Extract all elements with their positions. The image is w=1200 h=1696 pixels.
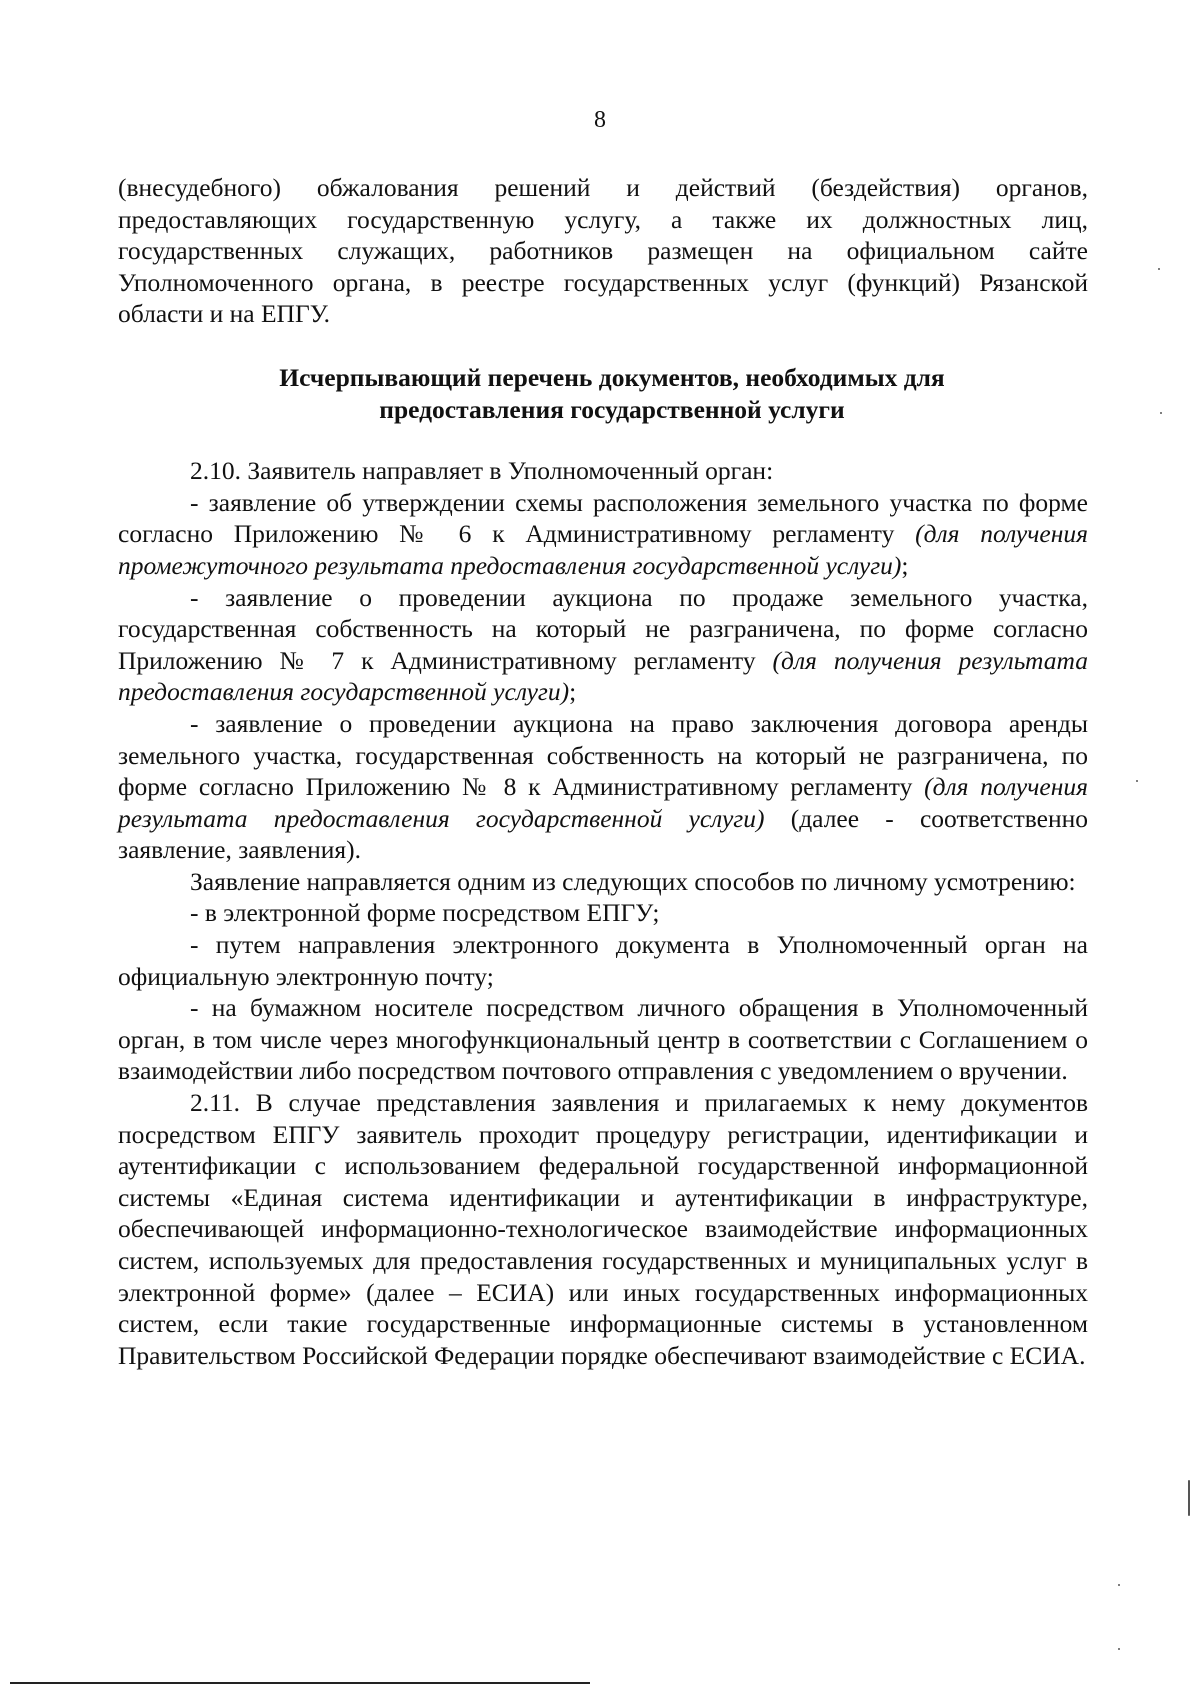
list-item-italic-note: (для получения результата предоставления государственной услуги) — [118, 645, 1088, 707]
section-heading — [118, 362, 1088, 425]
scan-speck — [1136, 780, 1138, 782]
scan-mark — [1188, 1480, 1190, 1516]
list-item-text: - заявление об утверждении схемы расположения земельного участка по форме согласно Приложению № 6 к Административному регламенту — [118, 487, 1088, 549]
list-item-italic-note: (для получения результата предоставления государственной услуги) — [118, 772, 1088, 833]
paragraph-2-10: 2.10. Заявитель направляет в Уполномоченный орган: — [190, 456, 774, 486]
list-item-application-scheme — [118, 487, 1088, 582]
document-body — [118, 172, 1088, 1371]
list-item-method-epgu: - в электронной форме посредством ЕПГУ; — [190, 898, 660, 928]
list-item-method-paper: - на бумажном носителе посредством личного обращения в Уполномоченный орган, в том числе через многофункциональный центр в соответствии с Соглашением о взаимодействии либо посредством почтового отправления с уведомлением о вручении. — [118, 993, 1088, 1086]
paragraph-appeal-info: (внесудебного) обжалования решений и действий (бездействия) органов, предоставляющих государственную услугу, а также их должностных лиц, государственных служащих, работников размещен на официальном сайте Уполномоченного органа, в реестре государственных услуг (функций) Рязанской области и на ЕПГУ. — [118, 173, 1088, 329]
scan-speck — [1118, 1648, 1120, 1650]
list-item-end: ; — [901, 550, 909, 580]
list-item-application-auction-sale — [118, 582, 1088, 708]
footer-rule — [10, 1682, 590, 1684]
list-item-application-auction-lease — [118, 708, 1088, 866]
list-item-italic-note: (для получения промежуточного результата предоставления государственной услуги) — [118, 519, 1088, 580]
list-item-text: - заявление о проведении аукциона по продаже земельного участка, государственная собственность на который не разграничена, по форме согласно Приложению № 7 к Административному регламенту — [118, 582, 1088, 675]
scan-speck — [1118, 1584, 1120, 1586]
section-heading-line-2: предоставления государственной услуги — [379, 394, 845, 424]
scan-speck — [1160, 412, 1162, 414]
paragraph-submission-methods: Заявление направляется одним из следующих способов по личному усмотрению: — [190, 866, 1076, 896]
list-item-text: - заявление о проведении аукциона на право заключения договора аренды земельного участка, государственная собственность на который не разграничена, по форме согласно Приложению № 8 к Административному регламенту — [118, 708, 1088, 802]
list-item-end: ; — [569, 677, 577, 707]
page-number: 8 — [594, 107, 606, 133]
section-heading-line-1: Исчерпывающий перечень документов, необходимых для — [279, 362, 945, 392]
scan-speck — [1158, 268, 1160, 270]
list-item-method-email: - путем направления электронного документа в Уполномоченный орган на официальную электронную почту; — [118, 930, 1088, 991]
paragraph-2-11: 2.11. В случае представления заявления и прилагаемых к нему документов посредством ЕПГУ заявитель проходит процедуру регистрации, идентификации и аутентификации с использованием федеральной государственной информационной системы «Единая система идентификации и аутентификации в инфраструктуре, обеспечивающей информационно-технологическое взаимодействие информационных систем, используемых для предоставления государственных и муниципальных услуг в электронной форме» (далее – ЕСИА) или иных государственных информационных систем, если такие государственные информационные системы в установленном Правительством Российской Федерации порядке обеспечивают взаимодействие с ЕСИА. — [118, 1088, 1088, 1370]
list-item-end: (далее - соответственно заявление, заявления). — [118, 803, 1088, 865]
